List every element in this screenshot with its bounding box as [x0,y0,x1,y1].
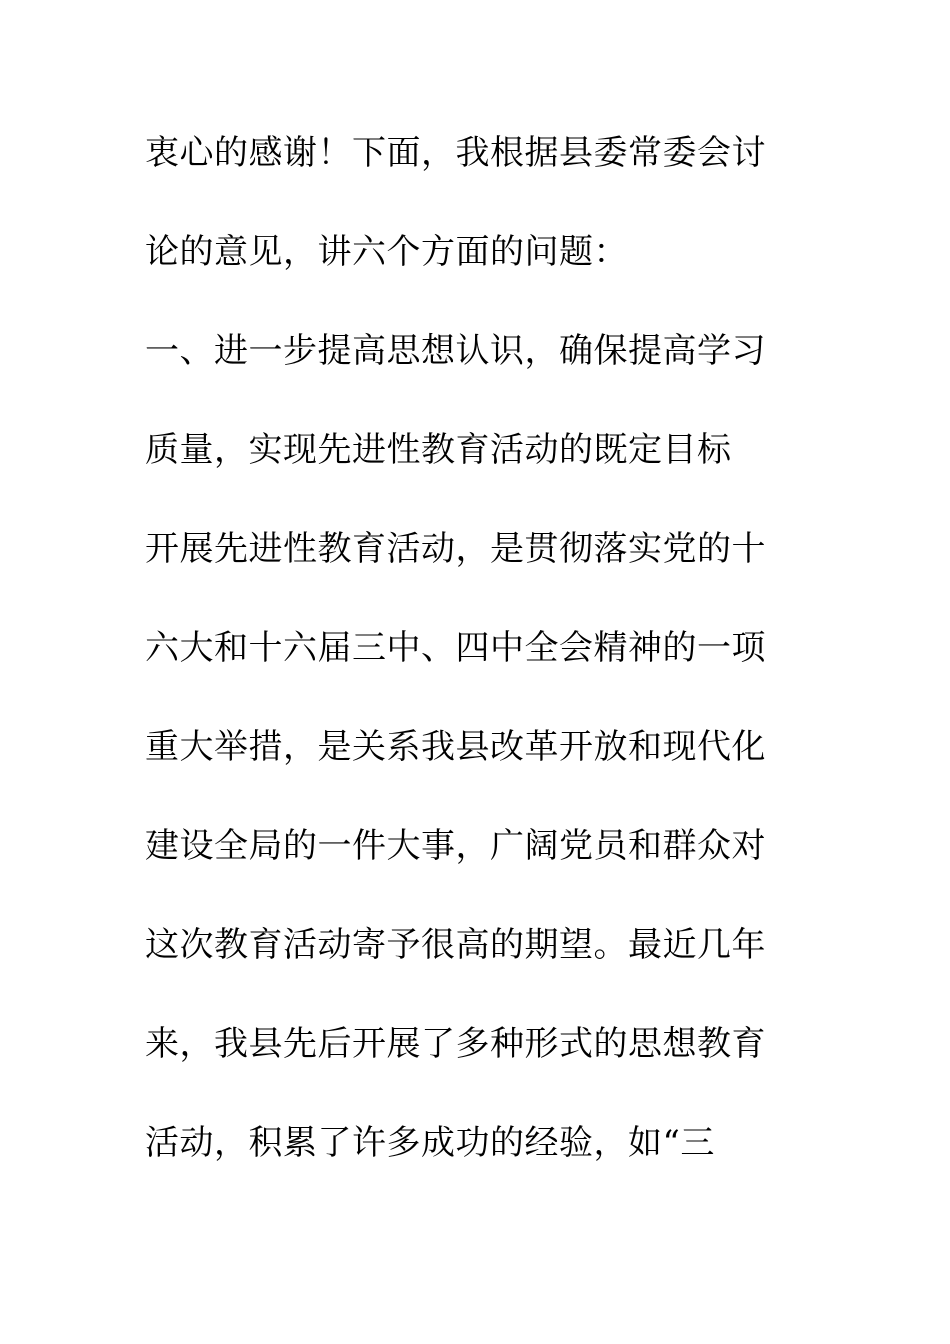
text-line: 论的意见，讲六个方面的问题： [145,232,628,272]
text-line: 衷心的感谢！下面，我根据县委常委会讨 [145,133,766,173]
text-line: 重大举措，是关系我县改革开放和现代化 [145,727,766,767]
document-body [145,128,825,1217]
text-line: 这次教育活动寄予很高的期望。最近几年 [145,925,766,965]
text-line: 六大和十六届三中、四中全会精神的一项 [145,628,766,668]
section-heading-line: 质量，实现先进性教育活动的既定目标 [145,430,732,470]
text-line: 活动，积累了许多成功的经验，如“三 [145,1123,715,1163]
text-line: 建设全局的一件大事，广阔党员和群众对 [145,826,766,866]
text-line: 开展先进性教育活动，是贯彻落实党的十 [145,529,766,569]
section-heading-line: 一、进一步提高思想认识，确保提高学习 [145,331,766,371]
text-line: 来，我县先后开展了多种形式的思想教育 [145,1024,766,1064]
